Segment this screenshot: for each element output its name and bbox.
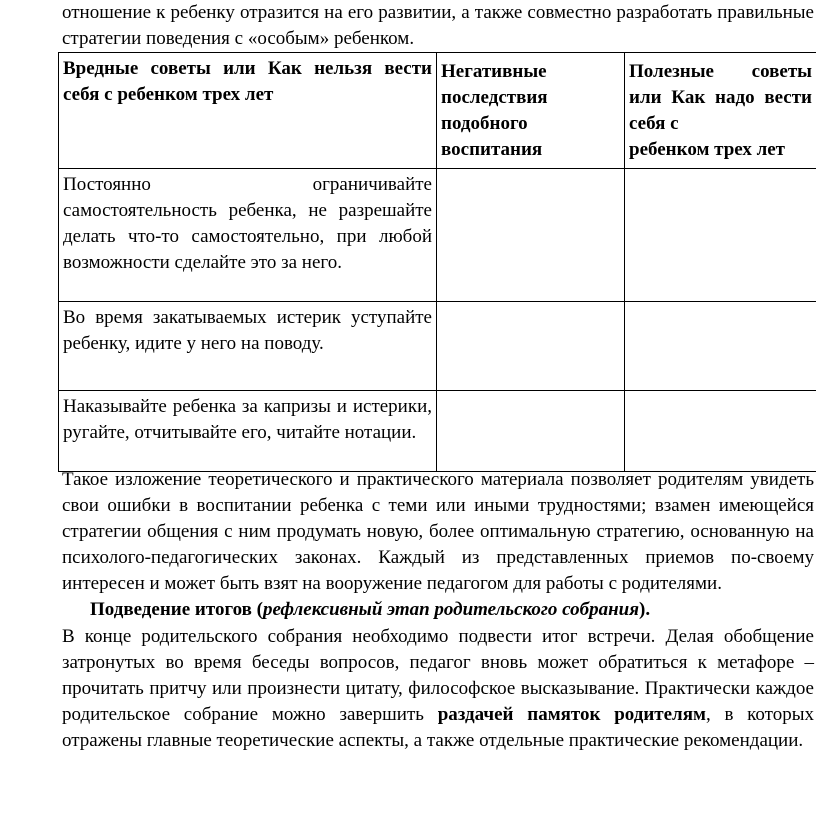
table-header-row — [59, 53, 816, 169]
table-row — [59, 302, 816, 391]
header-useful-advice — [625, 53, 816, 169]
advice-table — [58, 52, 816, 472]
heading-closing: ). — [639, 599, 651, 620]
header-harmful-advice: Вредные советы или Как нельзя вести себя с ребенком трех лет — [59, 53, 437, 169]
table-row — [59, 169, 816, 302]
header-useful-advice-line2: ребенком трех лет — [629, 139, 786, 160]
useful-cell — [625, 302, 816, 391]
paragraph-conclusion — [62, 624, 814, 754]
heading-bold-part: Подведение итогов ( — [90, 599, 263, 620]
consequences-cell — [437, 169, 625, 302]
table-row — [59, 391, 816, 472]
conclusion-bold: раздачей памяток родителям — [437, 704, 706, 725]
advice-cell: Постоянно ограничивайте самостоятельность ребенка, не разрешайте делать что-то самостоятельно, при любой возможности сделайте это за него. — [59, 169, 437, 302]
conclusion-text-before: В конце родительского собрания необходимо подвести итог встречи. Делая обобщение затронутых во время беседы вопросов, педагог вновь может обратиться к метафоре – прочитать притчу или произнести цитату, философское высказывание. Практически каждое родительское собрание можно завершить — [62, 626, 814, 725]
header-negative-consequences: Негативные последствия подобного воспитания — [437, 53, 625, 169]
consequences-cell — [437, 391, 625, 472]
intro-paragraph: отношение к ребенку отразится на его развитии, а также совместно разработать правильные стратегии поведения с «особым» ребенком. — [62, 2, 814, 49]
heading-italic-part: рефлексивный этап родительского собрания — [262, 599, 640, 620]
useful-cell — [625, 391, 816, 472]
advice-cell: Наказывайте ребенка за капризы и истерики, ругайте, отчитывайте его, читайте нотации. — [59, 391, 437, 472]
consequences-cell — [437, 302, 625, 391]
advice-cell: Во время закатываемых истерик уступайте ребенку, идите у него на поводу. — [59, 302, 437, 391]
section-heading — [62, 597, 814, 624]
conclusion-text-after: , в которых отражены главные теоретические аспекты, а также отдельные практические рекомендации. — [62, 704, 814, 751]
header-useful-advice-line1: Полезные советы или Как надо вести себя с — [629, 61, 812, 134]
paragraph-materials: Такое изложение теоретического и практического материала позволяет родителям увидеть свои ошибки в воспитании ребенка с теми или иными трудностями; взамен имеющейся стратегии общения с ним продумать новую, более оптимальную стратегию, основанную на психолого-педагогических законах. Каждый из представленных приемов по-своему интересен и может быть взят на вооружение педагогом для работы с родителями. — [62, 469, 814, 594]
useful-cell — [625, 169, 816, 302]
after-table-section — [62, 467, 814, 754]
